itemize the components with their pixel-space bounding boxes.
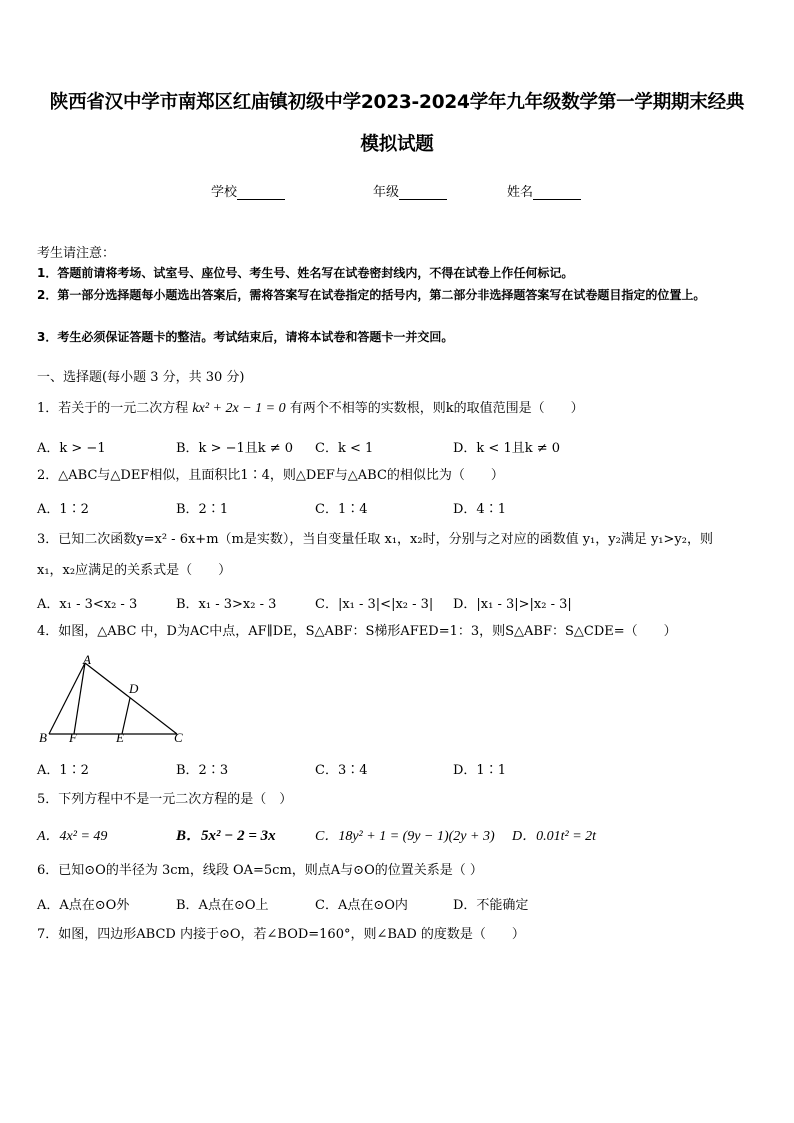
- question-6: 6．已知⊙O的半径为 3cm，线段 OA=5cm，则点A与⊙O的位置关系是（ ）: [37, 863, 483, 878]
- exam-title-line1: 陕西省汉中学市南郑区红庙镇初级中学2023-2024学年九年级数学第一学期期末经典: [49, 92, 745, 113]
- question-5: 5．下列方程中不是一元二次方程的是（ ）: [37, 792, 293, 807]
- q1-option-d: D．k < 1且k ≠ 0: [453, 441, 561, 456]
- question-3-line2: x₁，x₂应满足的关系式是（ ）: [37, 563, 232, 578]
- notice-heading: 考生请注意：: [37, 246, 116, 261]
- q6-option-a: A．A点在⊙O外: [37, 898, 130, 913]
- question-2: 2．△ABC与△DEF相似，且面积比1∶4，则△DEF与△ABC的相似比为（ ）: [37, 468, 504, 483]
- grade-blank: [399, 187, 447, 200]
- name-field: [507, 181, 581, 200]
- fig-label-d: D: [129, 681, 139, 696]
- q3-option-c: C．|x₁ - 3|<|x₂ - 3|: [315, 597, 434, 612]
- name-label: 姓名: [507, 185, 534, 200]
- q4-option-d: D．1∶1: [453, 763, 506, 778]
- q3-option-b: B．x₁ - 3>x₂ - 3: [176, 597, 277, 612]
- q5-option-c: C．18y² + 1 = (9y − 1)(2y + 3): [315, 829, 495, 844]
- section-heading: 一、选择题(每小题 3 分，共 30 分): [37, 370, 245, 385]
- q4-option-c: C．3∶4: [315, 763, 368, 778]
- notice-item-1: 1．答题前请将考场、试室号、座位号、考生号、姓名写在试卷密封线内，不得在试卷上作任何标记。: [37, 266, 574, 280]
- q6-option-b: B．A点在⊙O上: [176, 898, 269, 913]
- school-label: 学校: [211, 185, 238, 200]
- q4-option-b: B．2∶3: [176, 763, 229, 778]
- q2-option-b: B．2∶1: [176, 502, 229, 517]
- question-4: 4．如图，△ABC 中，D为AC中点，AF∥DE，S△ABF：S梯形AFED=1：3，则S△ABF：S△CDE=（ ）: [37, 624, 677, 639]
- triangle-figure: [36, 654, 186, 746]
- notice-item-3: 3．考生必须保证答题卡的整洁。考试结束后，请将本试卷和答题卡一并交回。: [37, 330, 454, 344]
- q1-option-c: C．k < 1: [315, 441, 374, 456]
- name-blank: [533, 187, 581, 200]
- q1-option-a: A．k > −1: [37, 441, 106, 456]
- q2-option-d: D．4∶1: [453, 502, 506, 517]
- q3-option-a: A．x₁ - 3<x₂ - 3: [37, 597, 138, 612]
- grade-label: 年级: [373, 185, 400, 200]
- q3-option-d: D．|x₁ - 3|>|x₂ - 3|: [453, 597, 572, 612]
- school-field: [211, 181, 285, 200]
- q1-option-b: B．k > −1且k ≠ 0: [176, 441, 294, 456]
- question-1: 1．若关于的一元二次方程 kx² + 2x − 1 = 0 有两个不相等的实数根，则k的取值范围是（ ）: [37, 401, 584, 416]
- q1-equation: kx² + 2x − 1 = 0: [192, 401, 286, 416]
- fig-label-e: E: [116, 730, 124, 745]
- fig-label-c: C: [174, 730, 183, 745]
- q6-option-d: D．不能确定: [453, 898, 529, 913]
- q2-option-a: A．1∶2: [37, 502, 89, 517]
- notice-item-2: 2．第一部分选择题每小题选出答案后，需将答案写在试卷指定的括号内，第二部分非选择题答案写在试卷题目指定的位置上。: [37, 288, 706, 302]
- grade-field: [373, 181, 447, 200]
- q5-option-a: A．4x² = 49: [37, 829, 108, 844]
- fig-label-a: A: [83, 654, 91, 667]
- exam-title-line2: 模拟试题: [360, 134, 434, 155]
- q4-option-a: A．1∶2: [37, 763, 89, 778]
- question-7: 7．如图，四边形ABCD 内接于⊙O，若∠BOD=160°，则∠BAD 的度数是（ ）: [37, 927, 525, 942]
- question-3-line1: 3．已知二次函数y=x² - 6x+m（m是实数），当自变量任取 x₁，x₂时，分别与之对应的函数值 y₁，y₂满足 y₁>y₂，则: [37, 532, 713, 547]
- fig-label-f: F: [69, 730, 77, 745]
- q6-option-c: C．A点在⊙O内: [315, 898, 408, 913]
- q5-option-d: D．0.01t² = 2t: [512, 829, 597, 844]
- q2-option-c: C．1∶4: [315, 502, 368, 517]
- fig-label-b: B: [39, 730, 47, 745]
- school-blank: [237, 187, 285, 200]
- q5-option-b: B．5x² − 2 = 3x: [176, 828, 276, 844]
